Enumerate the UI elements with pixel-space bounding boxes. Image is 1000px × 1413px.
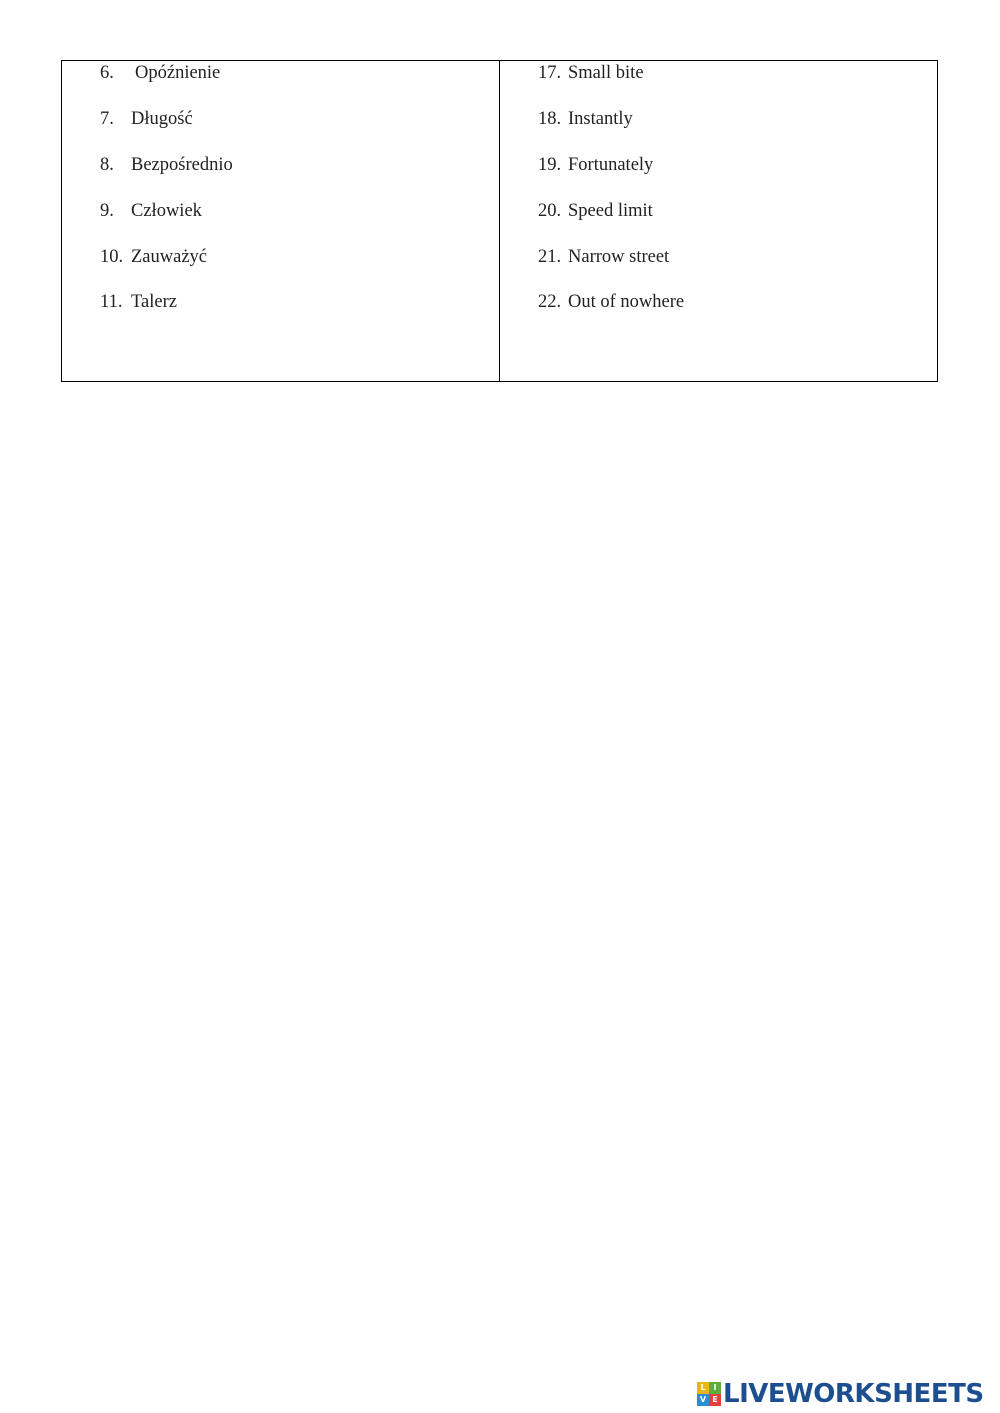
item-number: 17. [538,63,562,83]
right-column [500,61,937,381]
item-number: 21. [538,247,562,267]
item-word: Zauważyć [131,247,208,267]
item-word: Narrow street [568,247,670,267]
item-word: Fortunately [568,155,654,175]
item-word: Talerz [131,292,177,312]
item-number: 22. [538,292,562,312]
item-number: 11. [100,292,123,312]
item-number: 6. [100,63,114,83]
left-column [62,61,500,381]
logo-mark-letter: L [697,1382,709,1394]
logo-text: LIVEWORKSHEETS [723,1379,984,1409]
item-word: Bezpośrednio [131,155,233,175]
item-word: Out of nowhere [568,292,685,312]
item-number: 7. [100,109,114,129]
vocabulary-table [61,60,938,382]
logo-mark-icon [697,1382,721,1406]
item-number: 19. [538,155,562,175]
logo-mark-letter: E [709,1394,721,1406]
logo-mark-letter: V [697,1394,709,1406]
item-number: 9. [100,201,114,221]
liveworksheets-logo[interactable] [697,1379,984,1409]
item-word: Człowiek [131,201,202,221]
item-word: Instantly [568,109,633,129]
logo-mark-letter: I [709,1382,721,1394]
item-word: Opóźnienie [135,63,221,83]
item-number: 10. [100,247,124,267]
item-number: 8. [100,155,114,175]
item-number: 18. [538,109,562,129]
item-word: Small bite [568,63,644,83]
item-word: Długość [131,109,193,129]
item-number: 20. [538,201,562,221]
item-word: Speed limit [568,201,653,221]
